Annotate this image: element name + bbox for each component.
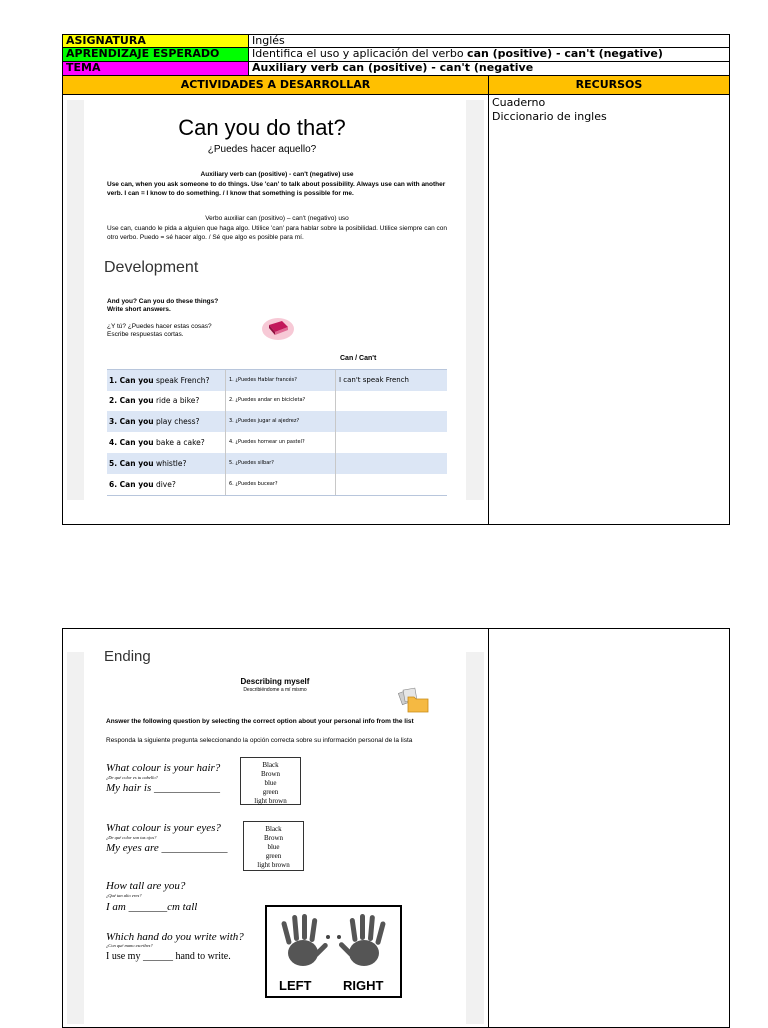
answer-field[interactable]: [336, 411, 447, 432]
instructions-es: ¿Y tú? ¿Puedes hacer estas cosas? Escribe respuestas cortas.: [107, 323, 212, 338]
describing-title: Describing myself: [240, 677, 310, 686]
recursos-header: RECURSOS: [488, 75, 730, 95]
left-label: LEFT: [279, 978, 312, 993]
tema-label: TEMA: [62, 61, 249, 76]
hand-prints-icon: [267, 907, 400, 973]
tema-value: Auxiliary verb can (positive) - can't (negative: [248, 61, 730, 76]
table-row: 3. Can you play chess? 3. ¿Puedes jugar al ajedrez?: [107, 411, 447, 432]
answer-eyes[interactable]: My eyes are ____________: [106, 842, 228, 854]
answer-field[interactable]: [336, 453, 447, 474]
question-eyes: What colour is your eyes?: [106, 822, 221, 834]
rule-heading: Auxiliary verb can (positive) - can't (negative) use: [200, 171, 354, 178]
column-header-can-cant: Can / Can't: [340, 355, 377, 362]
asignatura-value: Inglés: [248, 34, 730, 48]
answer-height[interactable]: I am _______cm tall: [106, 901, 198, 913]
folder-icon: [398, 685, 430, 713]
describing-subtitle: Describiéndome a mí mismo: [243, 687, 307, 693]
development-heading: Development: [104, 259, 199, 276]
recursos-cell: [488, 94, 730, 525]
question-hair: What colour is your hair?: [106, 762, 221, 774]
actividades-header: ACTIVIDADES A DESARROLLAR: [62, 75, 489, 95]
worksheet-subtitle: ¿Puedes hacer aquello?: [207, 144, 317, 155]
table-row: 2. Can you ride a bike? 2. ¿Puedes andar en bicicleta?: [107, 390, 447, 411]
ending-instructions-en: Answer the following question by selecting the correct option about your personal info from the list: [106, 718, 414, 725]
options-list-hair: Black Brown blue green light brown: [240, 757, 301, 805]
answer-hand[interactable]: I use my ______ hand to write.: [106, 951, 231, 962]
rule-es-heading: Verbo auxiliar can (positivo) – can't (negativo) uso: [205, 215, 349, 222]
question-hand: Which hand do you write with?: [106, 931, 244, 943]
answer-hair[interactable]: My hair is ____________: [106, 782, 220, 794]
right-label: RIGHT: [343, 978, 384, 993]
table-row: 1. Can you speak French? 1. ¿Puedes Hablar francés? I can't speak French: [107, 369, 447, 391]
recurso-item: Diccionario de ingles: [492, 110, 607, 123]
rule-es-text: Use can, cuando le pida a alguien que haga algo. Utilice 'can' para hablar sobre la posibilidad. Utilice siempre can con otro verbo. Puedo = sé hacer algo. / Sé que algo es posible para mí.: [107, 225, 447, 241]
answer-field[interactable]: I can't speak French: [339, 376, 409, 384]
table-row: 5. Can you whistle? 5. ¿Puedes silbar?: [107, 453, 447, 474]
options-list-eyes: Black Brown blue green light brown: [243, 821, 304, 871]
aprendizaje-value: Identifica el uso y aplicación del verbo can (positive) - can't (negative): [248, 47, 730, 62]
hands-picture: [265, 905, 402, 998]
ending-instructions-es: Responda la siguiente pregunta seleccionando la opción correcta sobre su información personal de la lista: [106, 737, 413, 744]
recursos-list: [492, 96, 607, 124]
question-height-es: ¿Qué tan alto eres?: [106, 893, 142, 898]
recursos-cell-2: [488, 628, 730, 1028]
table-row: 6. Can you dive? 6. ¿Puedes bucear?: [107, 474, 447, 496]
question-eyes-es: ¿De qué color son tus ojos?: [106, 835, 157, 840]
worksheet-title: Can you do that?: [178, 115, 346, 140]
question-height: How tall are you?: [106, 880, 186, 892]
recurso-item: Cuaderno: [492, 96, 546, 109]
book-icon: [260, 315, 296, 341]
asignatura-label: ASIGNATURA: [62, 34, 249, 48]
question-hand-es: ¿Con qué mano escribes?: [106, 943, 153, 948]
answer-field[interactable]: [336, 432, 447, 453]
answer-field[interactable]: [336, 390, 447, 411]
rule-text: Use can, when you ask someone to do things. Use 'can' to talk about possibility. Always use can with another verb. I can = I know to do something. / I know that something is possible for me.: [107, 181, 446, 197]
aprendizaje-label: APRENDIZAJE ESPERADO: [62, 47, 249, 62]
table-row: 4. Can you bake a cake? 4. ¿Puedes hornear un pastel?: [107, 432, 447, 453]
answer-field[interactable]: [336, 474, 447, 495]
instructions-en: And you? Can you do these things? Write short answers.: [107, 298, 219, 313]
ending-heading: Ending: [104, 648, 151, 665]
question-hair-es: ¿De qué color es tu cabello?: [106, 775, 158, 780]
